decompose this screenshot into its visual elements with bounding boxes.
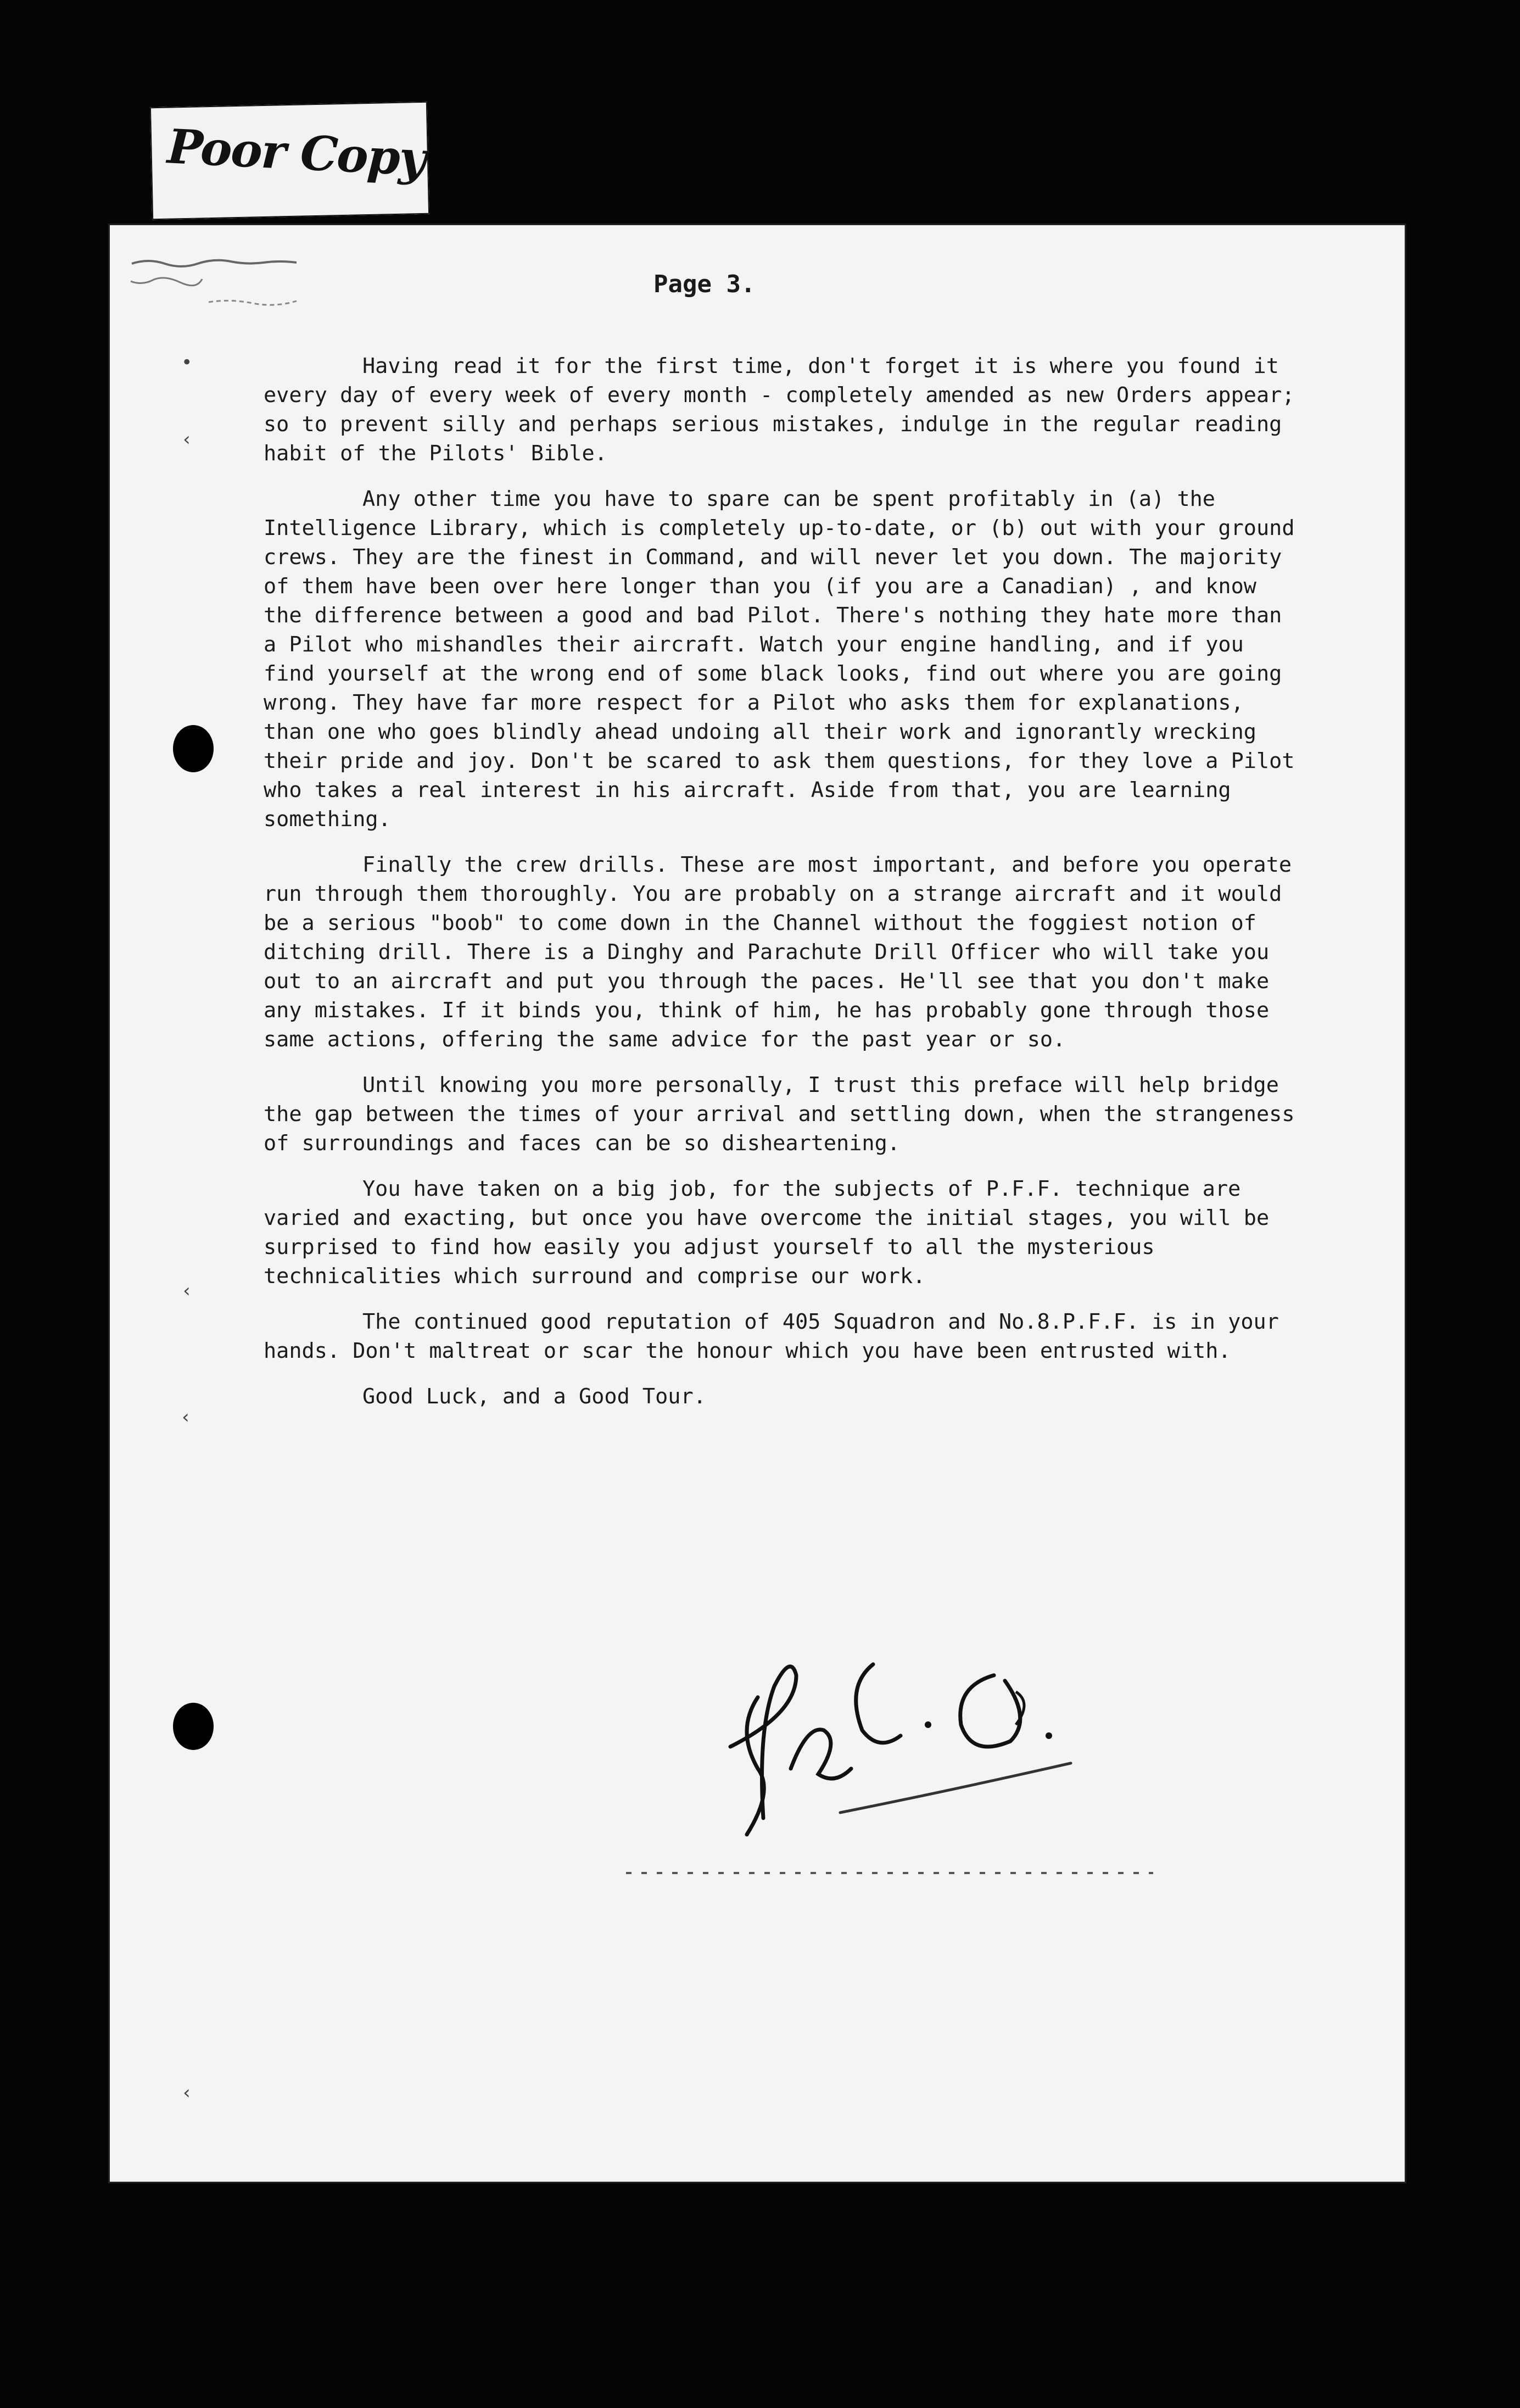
page-number: Page 3.	[653, 270, 756, 298]
margin-mark: ‹	[181, 2082, 193, 2104]
paragraph: Any other time you have to spare can be spent profitably in (a) the Intelligence Library, which is completely up-to-date, or (b) out with your ground crews. They are the finest in Command, and will never let you down. The majority of them have been over here longer than you (if you are a Canadian) , and know the difference between a good and bad Pilot. There's nothing they hate more than a Pilot who mishandles their aircraft. Watch your engine handling, and if you find yourself at the wrong end of some black looks, find out where you are going wrong. They have far more respect for a Pilot who asks them for explanations, than one who goes blindly ahead undoing all their work and ignorantly wrecking their pride and joy. Don't be scared to ask them questions, for they love a Pilot who takes a real interest in his aircraft. Aside from that, you are learning something.	[264, 487, 1295, 832]
paragraph: You have taken on a big job, for the subjects of P.F.F. technique are varied and exacting, but once you have overcome the initial stages, you will be surprised to find how easily you adjust yourself to all the mysterious technicalities which surround and comprise our work.	[264, 1177, 1270, 1289]
closing-line: Good Luck, and a Good Tour.	[362, 1384, 706, 1409]
header-stamp-marks	[126, 247, 324, 313]
binder-hole	[173, 725, 214, 772]
letter-body	[264, 352, 1296, 1428]
document-page	[110, 225, 1405, 2182]
poor-copy-label-text: Poor Copy	[166, 119, 427, 187]
paragraph: Having read it for the first time, don't forget it is where you found it every day of every week of every month - completely amended as new Orders appear; so to prevent silly and perhaps serious mistakes, indulge in the regular reading habit of the Pilots' Bible.	[264, 354, 1295, 466]
poor-copy-label	[150, 102, 429, 220]
margin-mark: ‹	[181, 1280, 193, 1302]
paragraph: Until knowing you more personally, I trust this preface will help bridge the gap between the times of your arrival and settling down, when the strangeness of surroundings and faces can be so disheartening.	[264, 1073, 1295, 1156]
paragraph: Finally the crew drills. These are most important, and before you operate run through them thoroughly. You are probably on a strange aircraft and it would be a serious "boob" to come down in the Channel without the foggiest notion of ditching drill. There is a Dinghy and Parachute Drill Officer who will take you out to an aircraft and put you through the paces. He'll see that you don't make any mistakes. If it binds you, think of him, he has probably gone through those same actions, offering the same advice for the past year or so.	[264, 852, 1292, 1052]
paragraph: The continued good reputation of 405 Squadron and No.8.P.F.F. is in your hands. Don't maltreat or scar the honour which you have been entrusted with.	[264, 1309, 1279, 1363]
binder-hole	[173, 1703, 214, 1750]
margin-mark: ‹	[181, 428, 193, 450]
margin-mark: ‹	[180, 1406, 192, 1428]
signature-dotted-line	[626, 1868, 1153, 1879]
margin-mark: •	[181, 352, 193, 374]
signature	[708, 1631, 1203, 1868]
